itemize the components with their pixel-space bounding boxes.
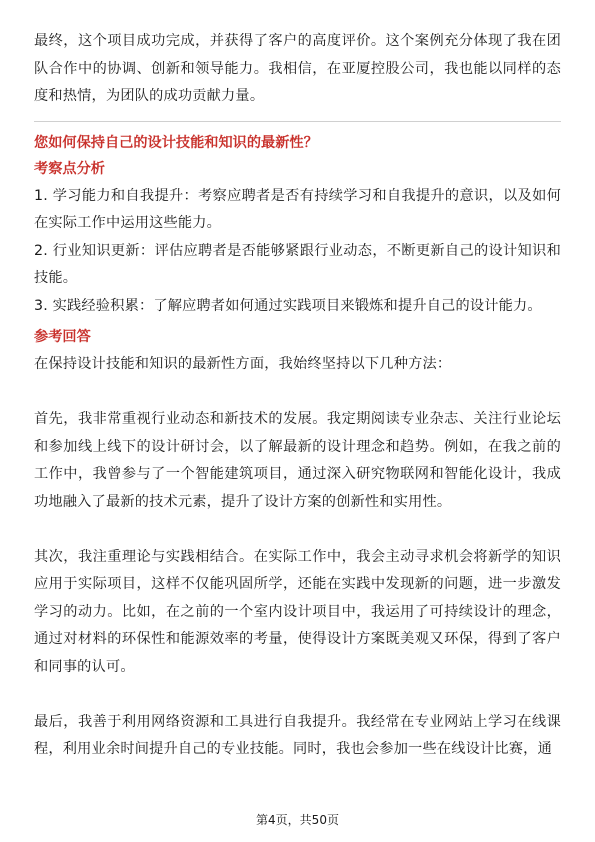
question-title: 您如何保持自己的设计技能和知识的最新性？ xyxy=(34,134,318,151)
answer-paragraph: 首先，我非常重视行业动态和新技术的发展。我定期阅读专业杂志、关注行业论坛和参加线上线下的设计研讨会，以了解最新的设计理念和趋势。例如，在我之前的工作中，我曾参与了一个智能建筑项目，通过深入研究物联网和智能化设计，我成功地融入了最新的技术元素，提升了设计方案的创新性和实用性。 xyxy=(34,411,561,510)
answer-heading: 参考回答 xyxy=(34,329,91,345)
analysis-item: 1. 学习能力和自我提升：考察应聘者是否有持续学习和自我提升的意识，以及如何在实际工作中运用这些能力。 xyxy=(34,187,561,231)
answer-opening: 在保持设计技能和知识的最新性方面，我始终坚持以下几种方法： xyxy=(34,356,452,372)
analysis-item: 3. 实践经验积累：了解应聘者如何通过实践项目来锻炼和提升自己的设计能力。 xyxy=(34,297,542,314)
analysis-item: 2. 行业知识更新：评估应聘者是否能够紧跟行业动态，不断更新自己的设计知识和技能。 xyxy=(34,242,561,286)
page-footer: 第4页，共50页 xyxy=(256,813,339,827)
answer-paragraph: 其次，我注重理论与实践相结合。在实际工作中，我会主动寻求机会将新学的知识应用于实际项目，这样不仅能巩固所学，还能在实践中发现新的问题，进一步激发学习的动力。比如，在之前的一个室内设计项目中，我运用了可持续设计的理念，通过对材料的环保性和能源效率的考量，使得设计方案既美观又环保，得到了客户和同事的认可。 xyxy=(34,548,561,675)
document-page xyxy=(34,28,561,764)
section-divider xyxy=(34,121,561,122)
paragraph-gap xyxy=(34,681,561,709)
answer-paragraph: 最后，我善于利用网络资源和工具进行自我提升。我经常在专业网站上学习在线课程，利用业余时间提升自己的专业技能。同时，我也会参加一些在线设计比赛，通 xyxy=(34,713,561,757)
analysis-heading: 考察点分析 xyxy=(34,160,105,177)
intro-paragraph: 最终，这个项目成功完成，并获得了客户的高度评价。这个案例充分体现了我在团队合作中的协调、创新和领导能力。我相信，在亚厦控股公司，我也能以同样的态度和热情，为团队的成功贡献力量。 xyxy=(34,33,561,104)
paragraph-gap xyxy=(34,379,561,407)
paragraph-gap xyxy=(34,516,561,544)
